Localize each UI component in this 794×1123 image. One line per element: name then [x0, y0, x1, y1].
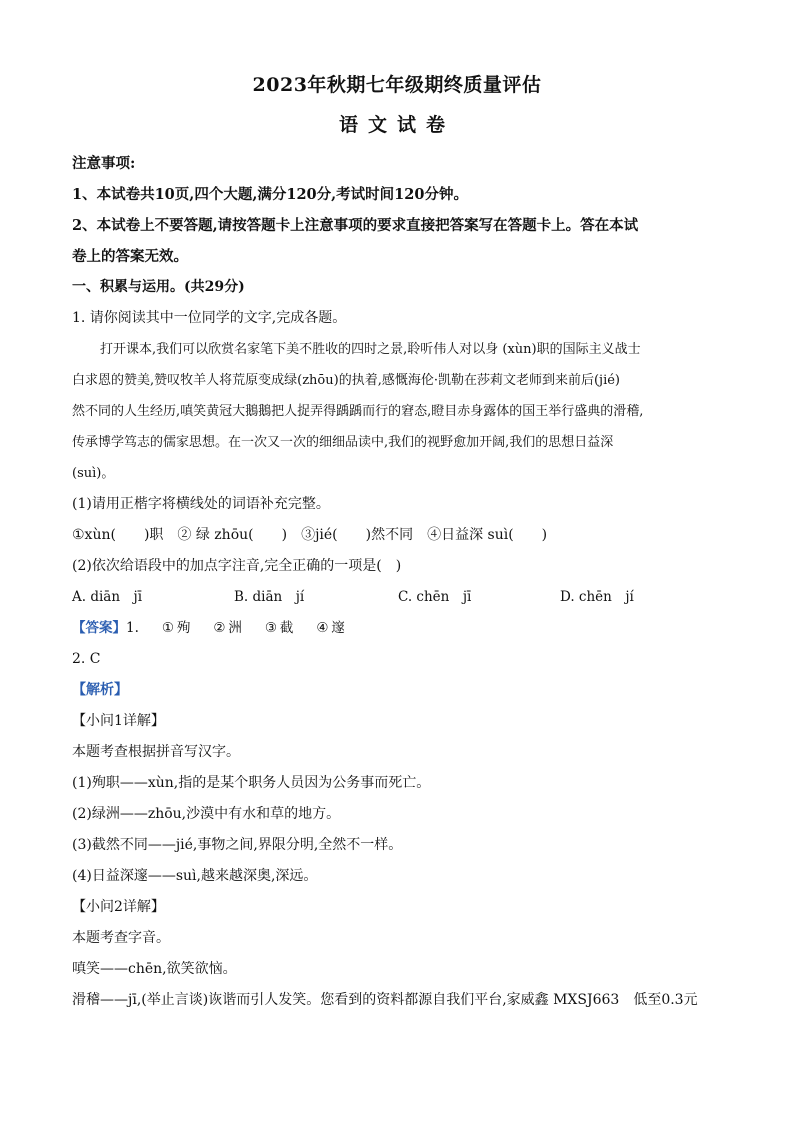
choice-row	[72, 582, 722, 613]
notes-item-2-line-2: 卷上的答案无效。	[72, 248, 188, 265]
answer-char-1: 殉	[176, 620, 191, 636]
detail-1-item-2: (2)绿洲——zhōu,沙漠中有水和草的地方。	[72, 806, 341, 822]
detail-1-item-1: (1)殉职——xùn,指的是某个职务人员因为公务事而死亡。	[72, 775, 431, 791]
analysis-tag: 【解析】	[72, 682, 128, 698]
answer-number: 1.	[126, 620, 139, 636]
answer-char-3: 截	[279, 620, 294, 636]
detail-2-item-2: 滑稽——jī,(举止言谈)诙谐而引人发笑。您看到的资料都源自我们平台,家威鑫 MXSJ663 低至0.3元	[72, 992, 698, 1008]
passage-line-2: 白求恩的赞美,赞叹牧羊人将荒原变成绿(zhōu)的执着,感慨海伦·凯勒在莎莉文老师到来前后(jié)	[72, 373, 620, 388]
detail-1-item-4: (4)日益深邃——suì,越来越深奥,深远。	[72, 868, 318, 884]
exam-title: 2023年秋期七年级期终质量评估	[252, 74, 542, 96]
answer-mark-4: ④	[316, 620, 329, 636]
sub-question-2: (2)依次给语段中的加点字注音,完全正确的一项是( )	[72, 558, 402, 574]
answer-row	[72, 613, 722, 644]
detail-1-heading: 【小问1详解】	[72, 713, 165, 729]
passage-line-4: 传承博学笃志的儒家思想。在一次又一次的细细品读中,我们的视野愈加开阔,我们的思想日益深	[72, 435, 614, 450]
detail-2-heading: 【小问2详解】	[72, 899, 165, 915]
detail-1-item-3: (3)截然不同——jié,事物之间,界限分明,全然不一样。	[72, 837, 403, 853]
answer-mark-2: ②	[213, 620, 226, 636]
notes-item-1: 1、本试卷共10页,四个大题,满分120分,考试时间120分钟。	[72, 186, 468, 203]
section-1-heading: 一、积累与运用。(共29分)	[72, 279, 245, 295]
detail-2-intro: 本题考查字音。	[72, 930, 170, 946]
exam-subtitle: 语文试卷	[338, 114, 455, 136]
notes-item-2-line-1: 2、本试卷上不要答题,请按答题卡上注意事项的要求直接把答案写在答题卡上。答在本试	[72, 217, 639, 234]
passage-line-5: (suì)。	[72, 466, 115, 481]
answer-tag: 【答案】	[72, 620, 126, 636]
detail-1-intro: 本题考查根据拼音写汉字。	[72, 744, 240, 760]
answer-mark-3: ③	[264, 620, 277, 636]
choice-c: C. chēn jī	[398, 589, 472, 605]
choice-a: A. diān jī	[72, 589, 143, 605]
fill-blanks: ①xùn( )职 ② 绿 zhōu( ) ③jié( )然不同 ④日益深 suì( )	[72, 527, 548, 543]
passage-line-1: 打开课本,我们可以欣赏名家笔下美不胜收的四时之景,聆听伟人对以身 (xùn)职的国际主义战士	[100, 342, 641, 357]
answer-2: 2. C	[72, 651, 101, 667]
notes-heading: 注意事项:	[72, 155, 136, 172]
passage-line-3: 然不同的人生经历,嗔笑黄冠大鵝鵝把人捉弄得踽踽而行的窘态,瞪目赤身露体的国王举行盛典的滑稽,	[72, 404, 644, 419]
question-1-prompt: 1. 请你阅读其中一位同学的文字,完成各题。	[72, 310, 347, 326]
choice-d: D. chēn jí	[560, 589, 634, 605]
choice-b: B. diān jí	[234, 589, 305, 605]
sub-question-1: (1)请用正楷字将横线处的词语补充完整。	[72, 496, 330, 512]
detail-2-item-1: 嗔笑——chēn,欲笑欲恼。	[72, 961, 237, 977]
answer-char-2: 洲	[228, 620, 242, 636]
answer-mark-1: ①	[161, 620, 174, 636]
answer-char-4: 邃	[331, 620, 345, 636]
